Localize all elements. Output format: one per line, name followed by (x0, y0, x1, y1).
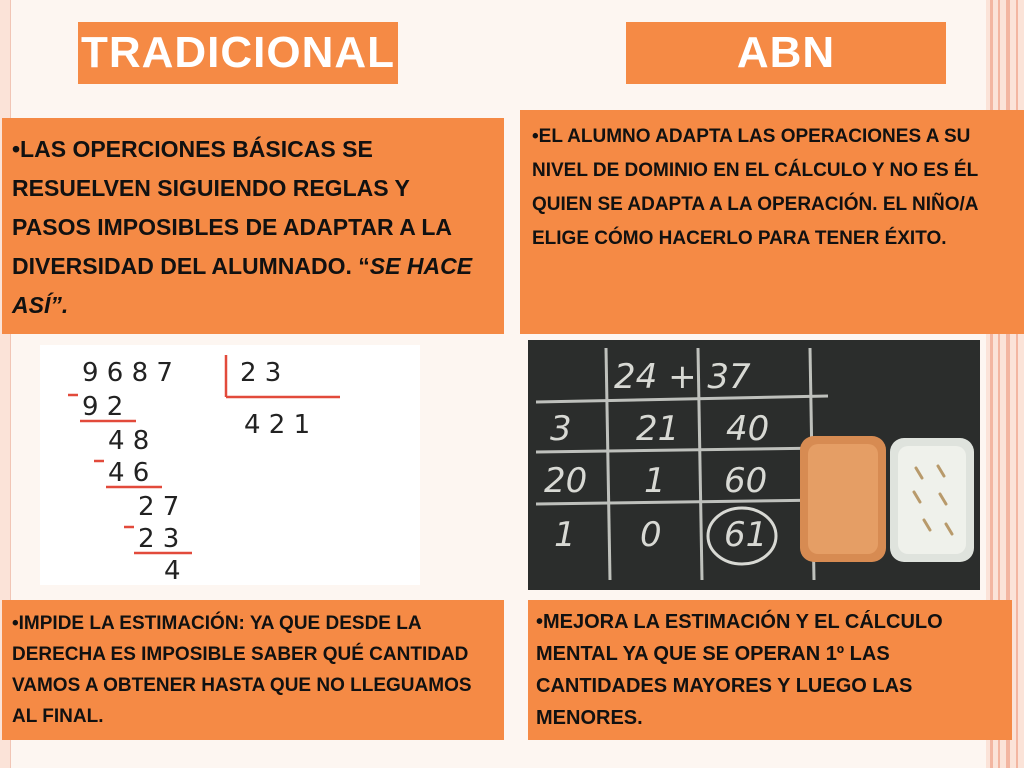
tradicional-header (78, 22, 398, 84)
quotient: 4 2 1 (244, 410, 311, 440)
tradicional-description-text: •LAS OPERCIONES BÁSICAS SE RESUELVEN SIGUIENDO REGLAS Y PASOS IMPOSIBLES DE ADAPTAR A LA DIVERSIDAD DEL ALUMNADO. “ (12, 136, 452, 279)
board-r3-c1: 1 (554, 515, 576, 555)
division-step-4: 2 7 (138, 492, 180, 522)
board-r1-c1: 3 (550, 409, 572, 449)
abn-chalkboard-photo (528, 340, 980, 590)
chalkboard-drawing (528, 340, 980, 590)
abn-header-text: ABN (736, 28, 836, 77)
tradicional-description (12, 130, 494, 325)
tradicional-description-italic: SE HACE ASÍ”. (12, 253, 473, 318)
abn-estimation-text: •MEJORA LA ESTIMACIÓN Y EL CÁLCULO MENTAL YA QUE SE OPERAN 1º LAS CANTIDADES MAYORES Y LUEGO LAS MENORES. (536, 611, 943, 729)
division-step-6: 4 (164, 556, 181, 585)
divisor: 2 3 (240, 358, 282, 388)
abn-description-text: •EL ALUMNO ADAPTA LAS OPERACIONES A SU NIVEL DE DOMINIO EN EL CÁLCULO Y NO ES ÉL QUIEN SE ADAPTA A LA OPERACIÓN. EL NIÑO/A ELIGE CÓMO HACERLO PARA TENER ÉXITO. (532, 126, 978, 249)
tradicional-estimation-box (2, 600, 504, 740)
board-r2-c2: 1 (644, 461, 666, 501)
abn-header (626, 22, 946, 84)
division-step-5: 2 3 (138, 524, 180, 554)
division-drawing (40, 345, 420, 585)
division-step-2: 4 8 (108, 426, 150, 456)
abn-description-box (520, 110, 1024, 334)
tradicional-header-text: TRADICIONAL (80, 28, 396, 77)
board-r1-c2: 21 (636, 409, 680, 449)
tradicional-estimation-text: •IMPIDE LA ESTIMACIÓN: YA QUE DESDE LA DERECHA ES IMPOSIBLE SABER QUÉ CANTIDAD VAMOS A OBTENER HASTA QUE NO LLEGUAMOS AL FINAL. (12, 613, 472, 727)
traditional-division-image (40, 345, 420, 585)
tradicional-description-box (2, 118, 504, 334)
board-r2-c1: 20 (544, 461, 588, 501)
board-heading: 24 + 37 (614, 357, 751, 397)
division-step-3: 4 6 (108, 458, 150, 488)
abn-estimation-box (528, 600, 1012, 740)
division-step-1: 9 2 (82, 392, 124, 422)
board-r2-c3: 60 (724, 461, 768, 501)
board-r1-c3: 40 (726, 409, 770, 449)
dividend: 9 6 8 7 (82, 358, 173, 388)
board-r3-c3: 61 (724, 515, 768, 555)
board-r3-c2: 0 (640, 515, 662, 555)
